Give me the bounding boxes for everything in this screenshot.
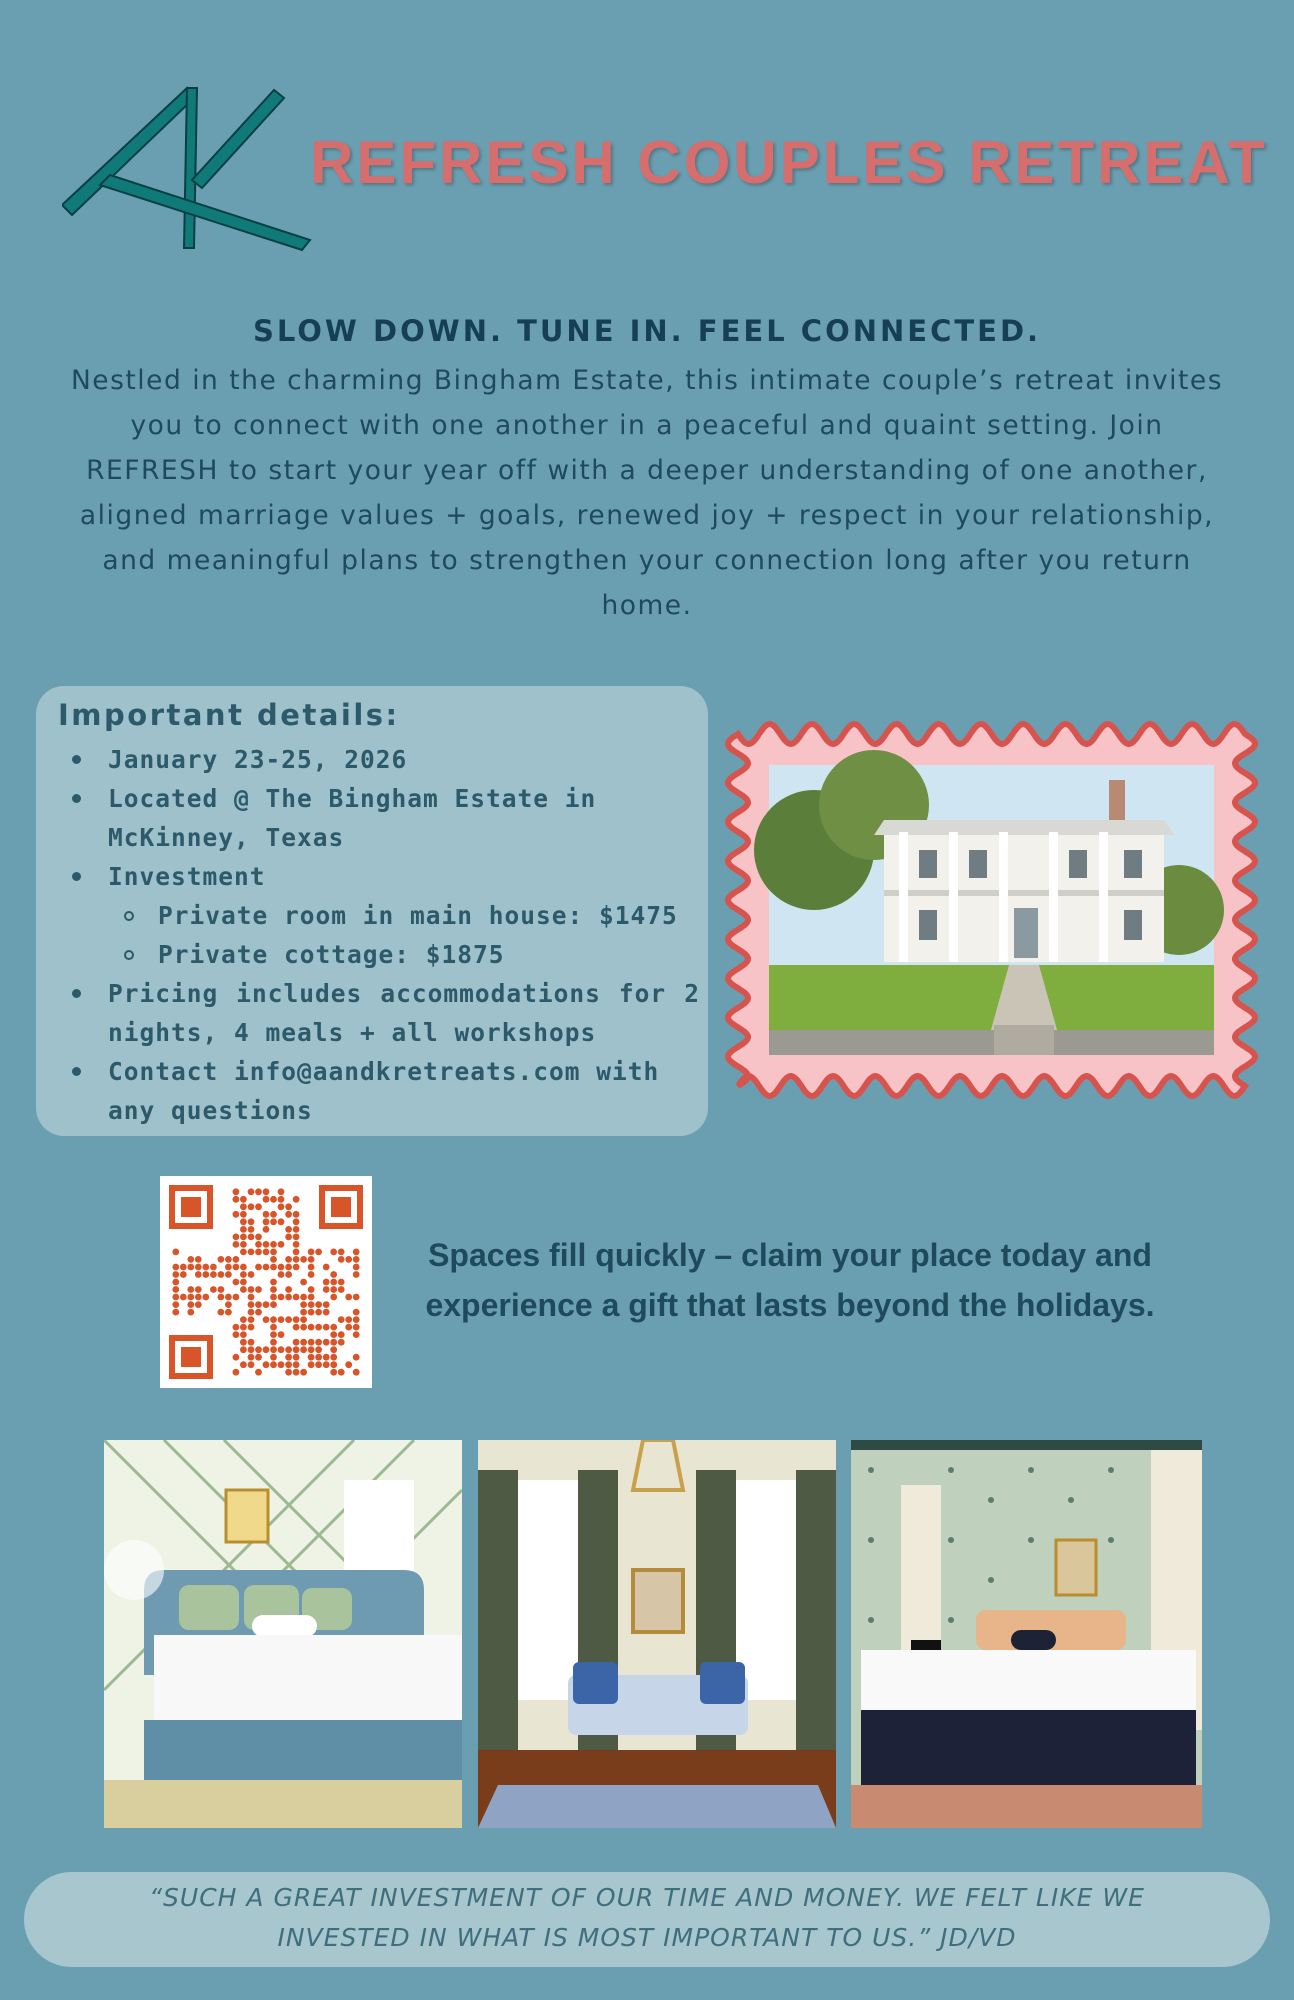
qr-module bbox=[308, 1339, 315, 1346]
qr-module bbox=[323, 1264, 330, 1271]
qr-module bbox=[293, 1369, 300, 1376]
qr-module bbox=[270, 1316, 277, 1323]
qr-module bbox=[270, 1339, 277, 1346]
qr-module bbox=[248, 1203, 255, 1210]
qr-module bbox=[187, 1301, 194, 1308]
house-photo bbox=[754, 750, 1224, 1055]
qr-module bbox=[263, 1196, 270, 1203]
qr-module bbox=[240, 1249, 247, 1256]
qr-module bbox=[263, 1316, 270, 1323]
qr-module bbox=[315, 1361, 322, 1368]
qr-module bbox=[248, 1226, 255, 1233]
qr-module bbox=[345, 1316, 352, 1323]
qr-module bbox=[248, 1309, 255, 1316]
qr-module bbox=[255, 1203, 262, 1210]
qr-module bbox=[270, 1196, 277, 1203]
qr-module bbox=[293, 1241, 300, 1248]
qr-module bbox=[233, 1264, 240, 1271]
qr-module bbox=[278, 1218, 285, 1225]
qr-module bbox=[180, 1294, 187, 1301]
qr-module bbox=[345, 1294, 352, 1301]
qr-module bbox=[180, 1271, 187, 1278]
qr-module bbox=[293, 1196, 300, 1203]
qr-module bbox=[285, 1361, 292, 1368]
qr-module bbox=[248, 1234, 255, 1241]
qr-module bbox=[278, 1271, 285, 1278]
bedroom-photo-1 bbox=[104, 1440, 462, 1828]
qr-module bbox=[308, 1264, 315, 1271]
qr-module bbox=[285, 1211, 292, 1218]
qr-module bbox=[353, 1331, 360, 1338]
qr-module bbox=[195, 1256, 202, 1263]
qr-module bbox=[240, 1286, 247, 1293]
qr-module bbox=[293, 1226, 300, 1233]
qr-module bbox=[202, 1294, 209, 1301]
qr-module bbox=[233, 1188, 240, 1195]
qr-module bbox=[172, 1264, 179, 1271]
qr-module bbox=[270, 1211, 277, 1218]
tagline: SLOW DOWN. TUNE IN. FEEL CONNECTED. bbox=[252, 314, 1042, 348]
qr-module bbox=[240, 1271, 247, 1278]
qr-module bbox=[270, 1264, 277, 1271]
qr-module bbox=[225, 1256, 232, 1263]
qr-module bbox=[270, 1301, 277, 1308]
details-list bbox=[58, 740, 700, 1130]
qr-module bbox=[195, 1301, 202, 1308]
qr-module bbox=[248, 1324, 255, 1331]
qr-module bbox=[293, 1316, 300, 1323]
qr-module bbox=[293, 1346, 300, 1353]
qr-module bbox=[263, 1346, 270, 1353]
qr-module bbox=[240, 1218, 247, 1225]
bedroom-photo-3 bbox=[851, 1440, 1202, 1828]
qr-module bbox=[278, 1361, 285, 1368]
qr-module bbox=[263, 1249, 270, 1256]
qr-module bbox=[195, 1264, 202, 1271]
qr-module bbox=[187, 1309, 194, 1316]
qr-module bbox=[210, 1264, 217, 1271]
qr-module bbox=[187, 1294, 194, 1301]
qr-module bbox=[300, 1324, 307, 1331]
qr-module bbox=[293, 1249, 300, 1256]
qr-module bbox=[300, 1279, 307, 1286]
qr-module bbox=[270, 1241, 277, 1248]
qr-module bbox=[255, 1309, 262, 1316]
cta-line-1: Spaces fill quickly – claim your place today and bbox=[428, 1237, 1152, 1273]
qr-module bbox=[278, 1264, 285, 1271]
detail-pricing: Pricing includes accommodations for 2 nights, 4 meals + all workshops bbox=[58, 974, 700, 1052]
retreat-title: REFRESH COUPLES RETREAT bbox=[310, 129, 1268, 196]
qr-module bbox=[308, 1324, 315, 1331]
qr-module bbox=[323, 1361, 330, 1368]
qr-module bbox=[270, 1324, 277, 1331]
qr-module bbox=[353, 1369, 360, 1376]
qr-module bbox=[300, 1369, 307, 1376]
qr-module bbox=[330, 1354, 337, 1361]
qr-module bbox=[255, 1249, 262, 1256]
qr-module bbox=[353, 1294, 360, 1301]
qr-module bbox=[285, 1271, 292, 1278]
qr-module bbox=[353, 1271, 360, 1278]
details-heading: Important details: bbox=[58, 698, 400, 732]
qr-module bbox=[270, 1331, 277, 1338]
qr-module bbox=[248, 1271, 255, 1278]
qr-module bbox=[248, 1294, 255, 1301]
qr-module bbox=[240, 1211, 247, 1218]
qr-module bbox=[293, 1211, 300, 1218]
qr-module bbox=[263, 1361, 270, 1368]
qr-module bbox=[285, 1256, 292, 1263]
qr-module bbox=[240, 1234, 247, 1241]
qr-module bbox=[248, 1354, 255, 1361]
qr-module bbox=[263, 1264, 270, 1271]
bedroom-photo-2 bbox=[478, 1440, 836, 1828]
qr-module bbox=[263, 1241, 270, 1248]
qr-module bbox=[285, 1369, 292, 1376]
qr-module bbox=[338, 1331, 345, 1338]
qr-module bbox=[240, 1241, 247, 1248]
investment-option-main-house: Private room in main house: $1475 bbox=[58, 896, 700, 935]
qr-module bbox=[233, 1324, 240, 1331]
qr-module bbox=[225, 1264, 232, 1271]
qr-module bbox=[353, 1309, 360, 1316]
qr-module bbox=[248, 1361, 255, 1368]
qr-module bbox=[278, 1196, 285, 1203]
qr-module bbox=[210, 1271, 217, 1278]
qr-module bbox=[255, 1346, 262, 1353]
qr-module bbox=[323, 1354, 330, 1361]
qr-module bbox=[323, 1279, 330, 1286]
qr-module bbox=[240, 1279, 247, 1286]
qr-module bbox=[315, 1309, 322, 1316]
qr-module bbox=[353, 1256, 360, 1263]
qr-module bbox=[225, 1271, 232, 1278]
qr-module bbox=[308, 1354, 315, 1361]
qr-module bbox=[315, 1324, 322, 1331]
qr-module bbox=[323, 1309, 330, 1316]
qr-module bbox=[240, 1316, 247, 1323]
qr-code[interactable] bbox=[160, 1176, 372, 1388]
qr-module bbox=[285, 1316, 292, 1323]
qr-module bbox=[255, 1234, 262, 1241]
qr-module bbox=[300, 1294, 307, 1301]
qr-module bbox=[285, 1264, 292, 1271]
qr-module bbox=[308, 1256, 315, 1263]
qr-module bbox=[248, 1339, 255, 1346]
qr-module bbox=[255, 1369, 262, 1376]
qr-module bbox=[285, 1294, 292, 1301]
qr-module bbox=[255, 1354, 262, 1361]
qr-module bbox=[285, 1226, 292, 1233]
qr-module bbox=[270, 1354, 277, 1361]
qr-module bbox=[240, 1339, 247, 1346]
qr-module bbox=[315, 1301, 322, 1308]
intro-paragraph: Nestled in the charming Bingham Estate, this intimate couple’s retreat invites you to connect with one another in a peaceful and quaint setting. Join REFRESH to start your year off with a deeper understanding of one another, aligned marriage values + goals, renewed joy + respect in your relationship, and meaningful plans to strengthen your connection long after you return home. bbox=[70, 365, 1224, 621]
qr-module bbox=[353, 1264, 360, 1271]
ak-logo bbox=[62, 80, 322, 260]
qr-module bbox=[172, 1271, 179, 1278]
qr-module bbox=[345, 1361, 352, 1368]
qr-module bbox=[353, 1316, 360, 1323]
qr-module bbox=[248, 1316, 255, 1323]
qr-module bbox=[338, 1316, 345, 1323]
qr-module bbox=[263, 1301, 270, 1308]
qr-module bbox=[263, 1226, 270, 1233]
qr-module bbox=[255, 1188, 262, 1195]
qr-module bbox=[240, 1324, 247, 1331]
qr-module bbox=[353, 1249, 360, 1256]
qr-module bbox=[323, 1301, 330, 1308]
qr-module bbox=[278, 1188, 285, 1195]
qr-module bbox=[278, 1294, 285, 1301]
qr-module bbox=[270, 1218, 277, 1225]
qr-module bbox=[330, 1271, 337, 1278]
qr-module bbox=[233, 1234, 240, 1241]
qr-module bbox=[330, 1279, 337, 1286]
qr-module bbox=[255, 1264, 262, 1271]
qr-module bbox=[285, 1286, 292, 1293]
qr-module bbox=[195, 1286, 202, 1293]
qr-module bbox=[293, 1354, 300, 1361]
qr-module bbox=[308, 1309, 315, 1316]
qr-module bbox=[293, 1339, 300, 1346]
qr-module bbox=[218, 1294, 225, 1301]
qr-module bbox=[263, 1218, 270, 1225]
qr-module bbox=[240, 1264, 247, 1271]
qr-module bbox=[233, 1294, 240, 1301]
qr-module bbox=[210, 1286, 217, 1293]
qr-module bbox=[353, 1324, 360, 1331]
qr-module bbox=[308, 1271, 315, 1278]
qr-module bbox=[330, 1286, 337, 1293]
qr-module bbox=[330, 1339, 337, 1346]
qr-module bbox=[293, 1324, 300, 1331]
qr-module bbox=[270, 1294, 277, 1301]
qr-module bbox=[225, 1294, 232, 1301]
qr-module bbox=[315, 1339, 322, 1346]
qr-module bbox=[293, 1294, 300, 1301]
qr-module bbox=[330, 1361, 337, 1368]
qr-module bbox=[338, 1369, 345, 1376]
qr-module bbox=[255, 1301, 262, 1308]
qr-module bbox=[172, 1294, 179, 1301]
qr-module bbox=[240, 1331, 247, 1338]
qr-module bbox=[248, 1249, 255, 1256]
qr-module bbox=[248, 1301, 255, 1308]
qr-module bbox=[308, 1249, 315, 1256]
qr-module bbox=[187, 1264, 194, 1271]
qr-module bbox=[233, 1256, 240, 1263]
qr-module bbox=[278, 1331, 285, 1338]
qr-module bbox=[225, 1301, 232, 1308]
house-photo-frame bbox=[724, 720, 1259, 1100]
qr-module bbox=[338, 1286, 345, 1293]
qr-module bbox=[255, 1286, 262, 1293]
qr-module bbox=[248, 1346, 255, 1353]
qr-module bbox=[233, 1211, 240, 1218]
qr-module bbox=[270, 1279, 277, 1286]
qr-module bbox=[308, 1361, 315, 1368]
qr-module bbox=[195, 1294, 202, 1301]
qr-module bbox=[218, 1309, 225, 1316]
qr-module bbox=[172, 1249, 179, 1256]
qr-module bbox=[345, 1324, 352, 1331]
qr-module bbox=[330, 1346, 337, 1353]
qr-module bbox=[330, 1369, 337, 1376]
qr-module bbox=[323, 1339, 330, 1346]
qr-module bbox=[323, 1324, 330, 1331]
qr-module bbox=[233, 1331, 240, 1338]
qr-module bbox=[285, 1203, 292, 1210]
qr-module bbox=[300, 1339, 307, 1346]
qr-module bbox=[202, 1271, 209, 1278]
cta-line-2: experience a gift that lasts beyond the holidays. bbox=[425, 1287, 1155, 1323]
qr-module bbox=[300, 1346, 307, 1353]
qr-module bbox=[218, 1286, 225, 1293]
qr-module bbox=[240, 1346, 247, 1353]
qr-module bbox=[338, 1249, 345, 1256]
qr-module bbox=[300, 1309, 307, 1316]
qr-module bbox=[293, 1256, 300, 1263]
qr-module bbox=[330, 1324, 337, 1331]
qr-module bbox=[218, 1256, 225, 1263]
qr-module bbox=[285, 1354, 292, 1361]
qr-module bbox=[195, 1271, 202, 1278]
qr-module bbox=[240, 1196, 247, 1203]
qr-module bbox=[278, 1203, 285, 1210]
qr-module bbox=[270, 1249, 277, 1256]
qr-module bbox=[278, 1241, 285, 1248]
qr-module bbox=[240, 1361, 247, 1368]
qr-module bbox=[315, 1249, 322, 1256]
qr-module bbox=[330, 1249, 337, 1256]
qr-module bbox=[187, 1286, 194, 1293]
qr-module bbox=[270, 1286, 277, 1293]
qr-module bbox=[293, 1234, 300, 1241]
qr-module bbox=[308, 1346, 315, 1353]
testimonial-quote bbox=[60, 1878, 1234, 1958]
qr-module bbox=[187, 1256, 194, 1263]
qr-module bbox=[263, 1188, 270, 1195]
qr-module bbox=[263, 1211, 270, 1218]
qr-module bbox=[338, 1279, 345, 1286]
qr-module bbox=[293, 1218, 300, 1225]
qr-module bbox=[300, 1256, 307, 1263]
cta-text bbox=[400, 1230, 1180, 1330]
qr-module bbox=[285, 1346, 292, 1353]
qr-module bbox=[233, 1241, 240, 1248]
qr-module bbox=[240, 1203, 247, 1210]
qr-module bbox=[255, 1241, 262, 1248]
qr-module bbox=[315, 1346, 322, 1353]
qr-module bbox=[218, 1271, 225, 1278]
qr-module bbox=[293, 1361, 300, 1368]
qr-module bbox=[315, 1354, 322, 1361]
detail-date: January 23-25, 2026 bbox=[58, 740, 700, 779]
qr-module bbox=[172, 1309, 179, 1316]
qr-module bbox=[338, 1339, 345, 1346]
qr-module bbox=[330, 1294, 337, 1301]
qr-module bbox=[338, 1256, 345, 1263]
qr-module bbox=[353, 1354, 360, 1361]
qr-module bbox=[233, 1369, 240, 1376]
qr-module bbox=[233, 1279, 240, 1286]
qr-module bbox=[278, 1346, 285, 1353]
qr-module bbox=[172, 1286, 179, 1293]
detail-investment: Investment bbox=[58, 857, 700, 896]
qr-module bbox=[248, 1188, 255, 1195]
qr-module bbox=[300, 1316, 307, 1323]
qr-module bbox=[330, 1331, 337, 1338]
quote-line-2: INVESTED IN WHAT IS MOST IMPORTANT TO US.” JD/VD bbox=[277, 1923, 1017, 1952]
qr-module bbox=[308, 1301, 315, 1308]
qr-module bbox=[225, 1309, 232, 1316]
qr-module bbox=[278, 1316, 285, 1323]
investment-option-cottage: Private cottage: $1875 bbox=[58, 935, 700, 974]
qr-module bbox=[172, 1279, 179, 1286]
qr-module bbox=[270, 1256, 277, 1263]
qr-module bbox=[248, 1286, 255, 1293]
qr-module bbox=[285, 1234, 292, 1241]
quote-line-1: “SUCH A GREAT INVESTMENT OF OUR TIME AND MONEY. WE FELT LIKE WE bbox=[149, 1883, 1145, 1912]
qr-module bbox=[308, 1286, 315, 1293]
qr-module bbox=[293, 1264, 300, 1271]
qr-module bbox=[270, 1361, 277, 1368]
detail-location: Located @ The Bingham Estate in McKinney, Texas bbox=[58, 779, 700, 857]
qr-module bbox=[202, 1264, 209, 1271]
detail-contact: Contact info@aandkretreats.com with any questions bbox=[58, 1052, 700, 1130]
qr-module bbox=[233, 1196, 240, 1203]
qr-module bbox=[300, 1301, 307, 1308]
qr-module bbox=[240, 1226, 247, 1233]
qr-module bbox=[172, 1301, 179, 1308]
qr-module bbox=[308, 1294, 315, 1301]
qr-module bbox=[233, 1354, 240, 1361]
qr-module bbox=[180, 1264, 187, 1271]
qr-module bbox=[270, 1346, 277, 1353]
qr-module bbox=[248, 1218, 255, 1225]
qr-module bbox=[323, 1286, 330, 1293]
qr-module bbox=[345, 1256, 352, 1263]
